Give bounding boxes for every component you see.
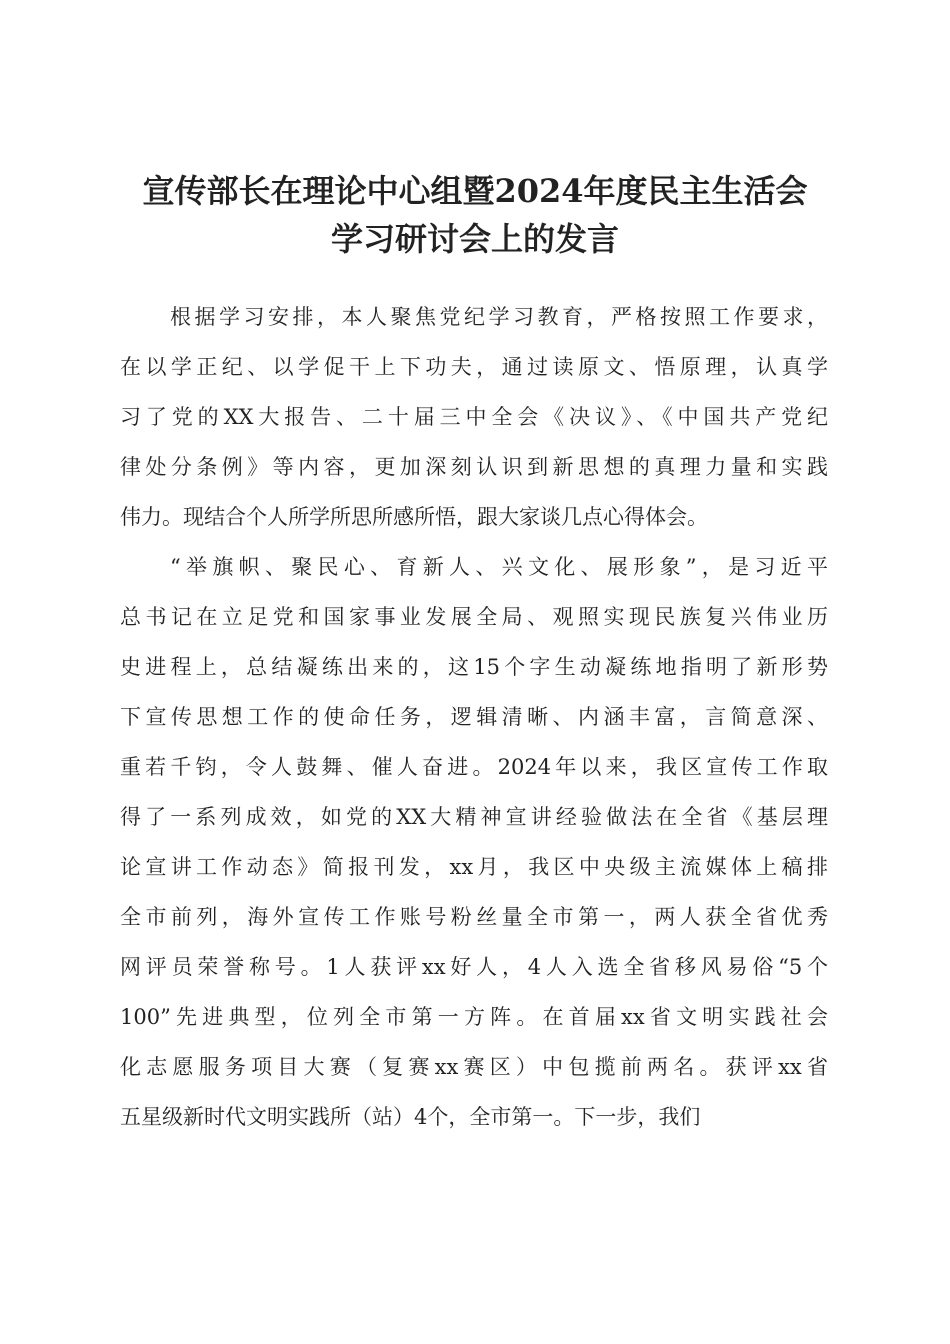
document-title-line-2: 学习研讨会上的发言 bbox=[330, 220, 619, 258]
document-title-line-1: 宣传部长在理论中心组暨2024年度民主生活会 bbox=[142, 172, 808, 210]
paragraph-2-line-6: 得了一系列成效，如党的XX大精神宣讲经验做法在全省《基层理 bbox=[120, 805, 828, 829]
paragraph-2-line-1: “举旗帜、聚民心、育新人、兴文化、展形象”，是习近平 bbox=[170, 555, 828, 579]
paragraph-2-line-12: 五星级新时代文明实践所（站）4个，全市第一。下一步，我们 bbox=[120, 1105, 701, 1129]
paragraph-2-line-4: 下宣传思想工作的使命任务，逻辑清晰、内涵丰富，言简意深、 bbox=[120, 705, 828, 729]
paragraph-2-line-8: 全市前列，海外宣传工作账号粉丝量全市第一，两人获全省优秀 bbox=[120, 905, 828, 929]
paragraph-2-line-11: 化志愿服务项目大赛（复赛xx赛区）中包揽前两名。获评xx省 bbox=[120, 1055, 828, 1079]
paragraph-2-line-9: 网评员荣誉称号。1人获评xx好人，4人入选全省移风易俗“5个 bbox=[120, 955, 828, 979]
paragraph-2-line-2: 总书记在立足党和国家事业发展全局、观照实现民族复兴伟业历 bbox=[120, 605, 828, 629]
paragraph-2-line-7: 论宣讲工作动态》简报刊发，xx月，我区中央级主流媒体上稿排 bbox=[120, 855, 828, 879]
paragraph-1-line-2: 在以学正纪、以学促干上下功夫，通过读原文、悟原理，认真学 bbox=[120, 355, 828, 379]
paragraph-1-line-3: 习了党的XX大报告、二十届三中全会《决议》、《中国共产党纪 bbox=[120, 405, 828, 429]
paragraph-2-line-5: 重若千钧，令人鼓舞、催人奋进。2024年以来，我区宣传工作取 bbox=[120, 755, 828, 779]
paragraph-2-line-3: 史进程上，总结凝练出来的，这15个字生动凝练地指明了新形势 bbox=[120, 655, 828, 679]
paragraph-1-line-5: 伟力。现结合个人所学所思所感所悟，跟大家谈几点心得体会。 bbox=[120, 505, 708, 529]
paragraph-1-line-1: 根据学习安排，本人聚焦党纪学习教育，严格按照工作要求， bbox=[170, 305, 828, 329]
paragraph-1-line-4: 律处分条例》等内容，更加深刻认识到新思想的真理力量和实践 bbox=[120, 455, 828, 479]
paragraph-2-line-10: 100”先进典型，位列全市第一方阵。在首届xx省文明实践社会 bbox=[120, 1005, 828, 1029]
